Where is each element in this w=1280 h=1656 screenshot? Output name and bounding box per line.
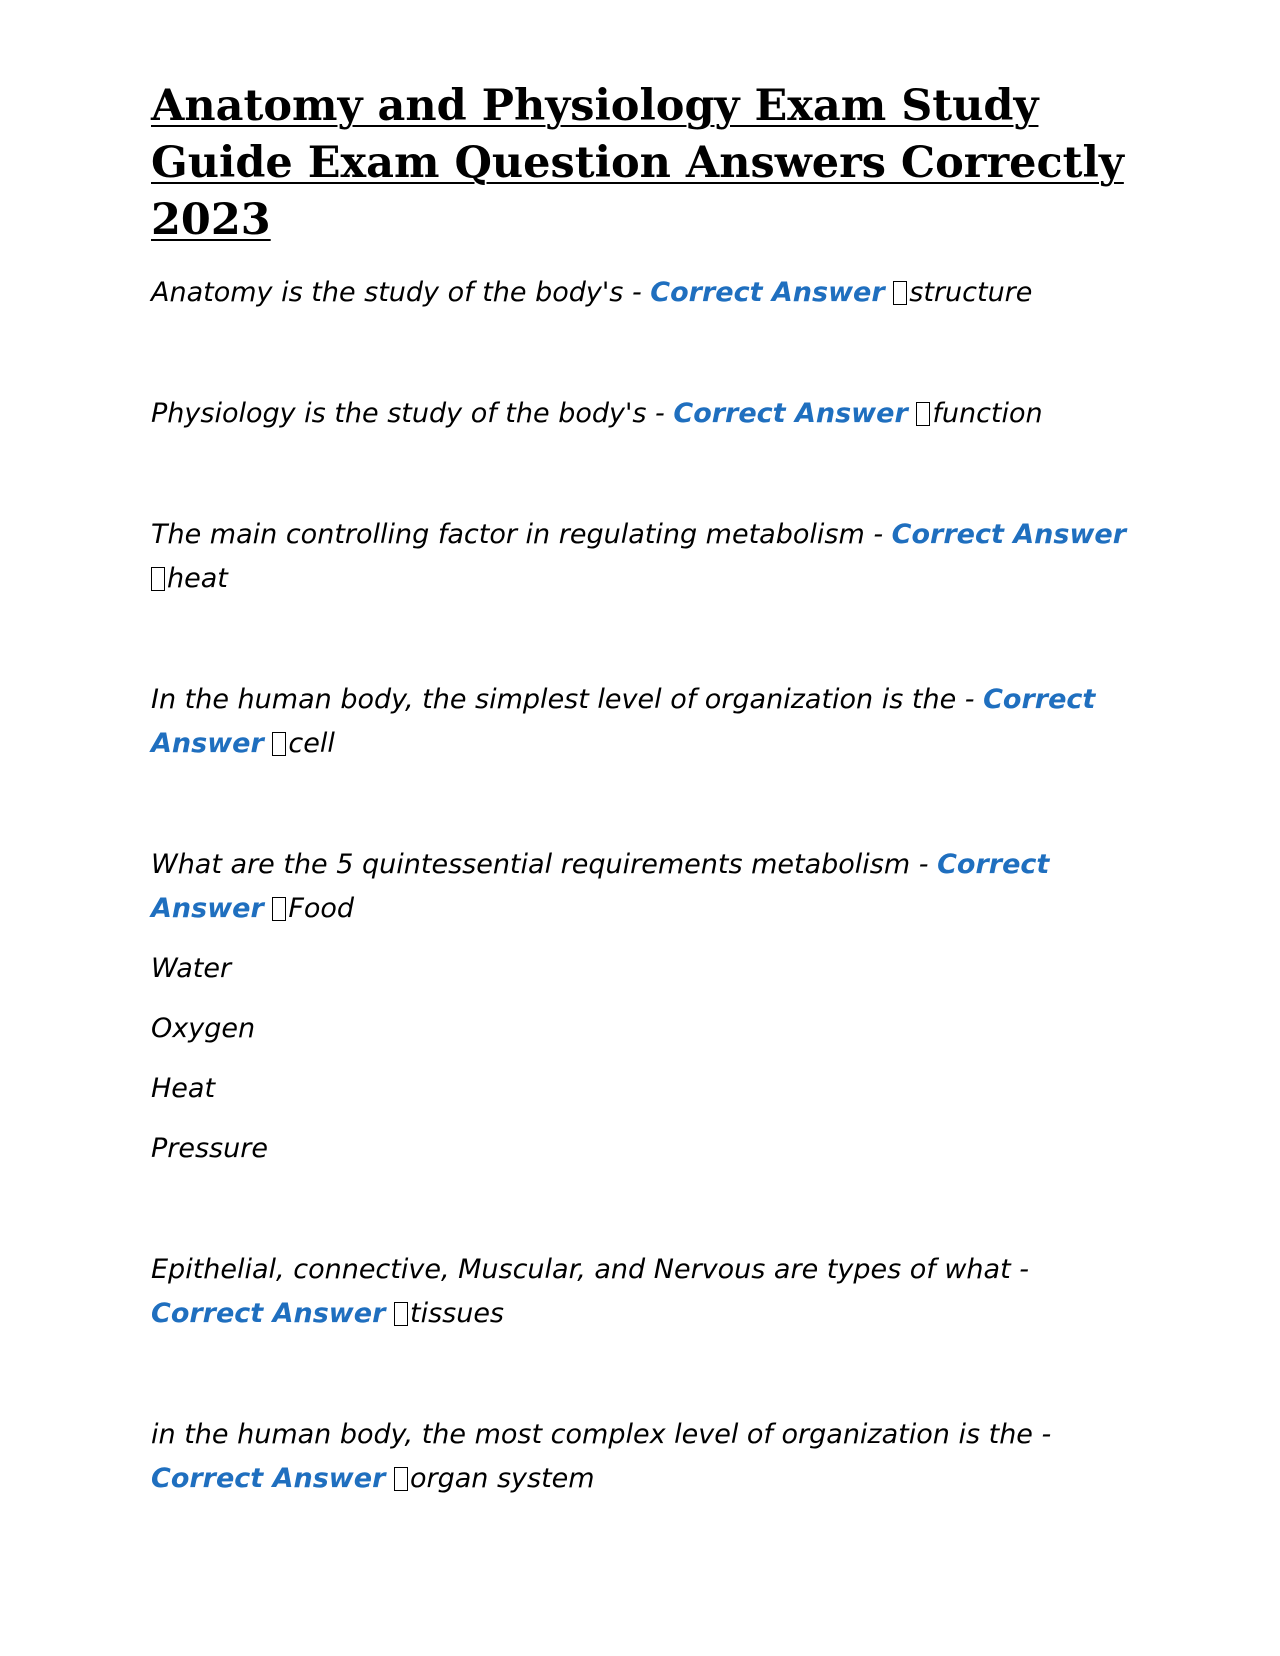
correct-answer-label: Correct Answer [151, 849, 1050, 924]
missing-glyph-box-icon [151, 567, 165, 591]
correct-answer-label: Correct Answer [151, 1463, 386, 1494]
qa-item [151, 1248, 1141, 1336]
document-page [151, 78, 1141, 1501]
missing-glyph-box-icon [272, 732, 286, 756]
answer-list-line: Pressure [151, 1133, 268, 1164]
missing-glyph-box-icon [272, 897, 286, 921]
qa-item [151, 513, 1141, 601]
correct-answer-label: Correct Answer [673, 398, 908, 429]
correct-answer-label: Correct Answer [151, 684, 1096, 759]
qa-item [151, 392, 1141, 436]
question-text: What are the 5 quintessential requirements metabolism - [151, 849, 938, 880]
question-text: The main controlling factor in regulating metabolism - [151, 519, 892, 550]
answer-text: organ system [409, 1463, 595, 1494]
answer-text: Food [288, 893, 355, 924]
question-text: Physiology is the study of the body's - [151, 398, 674, 429]
answer-list-line: Water [151, 953, 232, 984]
answer-text: tissues [409, 1298, 504, 1329]
correct-answer-label: Correct Answer [151, 1298, 386, 1329]
question-text: Epithelial, connective, Muscular, and Nervous are types of what - [151, 1254, 1029, 1285]
correct-answer-label: Correct Answer [650, 277, 885, 308]
question-text: Anatomy is the study of the body's - [151, 277, 651, 308]
question-text: in the human body, the most complex level of organization is the - [151, 1419, 1052, 1450]
qa-item [151, 1413, 1141, 1501]
answer-list-line: Oxygen [151, 1013, 256, 1044]
qa-item [151, 843, 1141, 931]
qa-item [151, 678, 1141, 766]
qa-item [151, 271, 1141, 315]
answer-text: cell [288, 728, 335, 759]
answer-text: heat [167, 563, 228, 594]
missing-glyph-box-icon [916, 402, 930, 426]
answer-text: structure [909, 277, 1033, 308]
answer-list-line: Heat [151, 1073, 216, 1104]
missing-glyph-box-icon [394, 1467, 408, 1491]
correct-answer-label: Correct Answer [891, 519, 1127, 550]
document-title: Anatomy and Physiology Exam Study Guide Exam Question Answers Correctly 2023 [151, 81, 1124, 245]
question-text: In the human body, the simplest level of organization is the - [151, 684, 984, 715]
missing-glyph-box-icon [394, 1302, 408, 1326]
missing-glyph-box-icon [893, 281, 907, 305]
answer-text: function [932, 398, 1043, 429]
